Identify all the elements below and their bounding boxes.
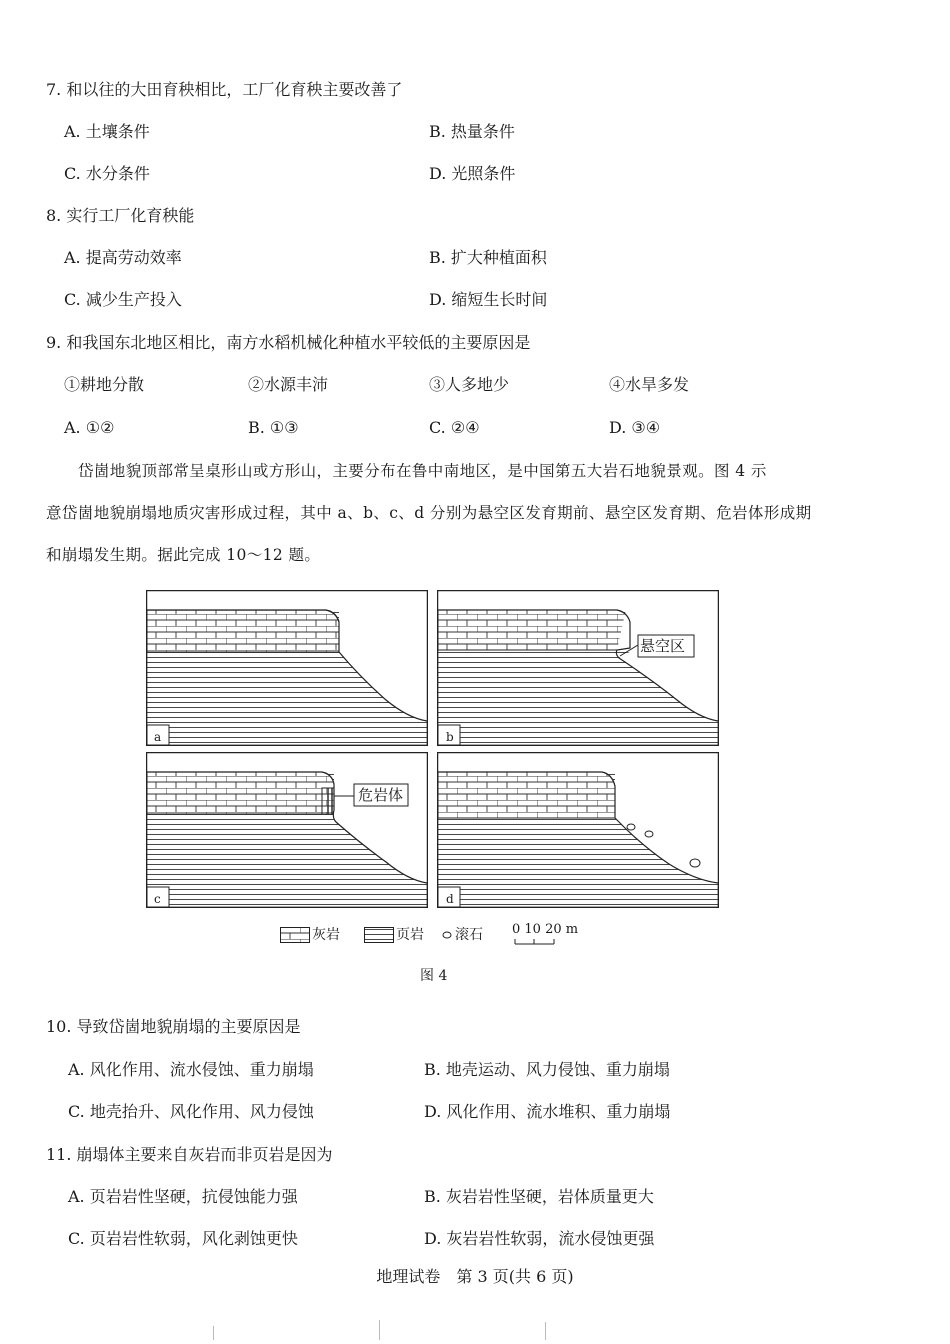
question-11-option-c[interactable]: C. 页岩岩性软弱，风化剥蚀更快 bbox=[68, 1229, 298, 1248]
question-9-stem: 9. 和我国东北地区相比，南方水稻机械化种植水平较低的主要原因是 bbox=[46, 333, 531, 352]
figure-panel-b bbox=[437, 590, 719, 746]
scan-speck bbox=[545, 1322, 546, 1340]
figure-caption: 图 4 bbox=[420, 968, 448, 984]
panel-d-label: d bbox=[446, 892, 454, 906]
question-10-option-c[interactable]: C. 地壳抬升、风化作用、风力侵蚀 bbox=[68, 1102, 314, 1121]
question-9-statement-4: ④水旱多发 bbox=[609, 375, 690, 394]
callout-hanging-zone: 悬空区 bbox=[640, 637, 686, 655]
question-9-statement-2: ②水源丰沛 bbox=[248, 375, 329, 394]
legend-limestone-swatch bbox=[280, 927, 310, 943]
scale-bar-label: 0 10 20 m bbox=[512, 922, 579, 937]
question-9-statement-1: ①耕地分散 bbox=[64, 375, 145, 394]
material-line-3: 和崩塌发生期。据此完成 10～12 题。 bbox=[46, 546, 321, 564]
question-9-statement-3: ③人多地少 bbox=[429, 375, 510, 394]
question-7-option-c[interactable]: C. 水分条件 bbox=[64, 164, 150, 183]
material-paragraph bbox=[46, 450, 836, 576]
question-9-option-a[interactable]: A. ①② bbox=[64, 418, 115, 437]
material-line-2: 意岱崮地貌崩塌地质灾害形成过程，其中 a、b、c、d 分别为悬空区发育期前、悬空区发育期、危岩体形成期 bbox=[46, 504, 812, 522]
figure-panel-d bbox=[437, 752, 719, 908]
panel-c-label: c bbox=[154, 892, 161, 906]
question-7-stem: 7. 和以往的大田育秧相比，工厂化育秧主要改善了 bbox=[46, 80, 403, 99]
legend-boulder-label: 滚石 bbox=[455, 927, 483, 943]
question-8-option-d[interactable]: D. 缩短生长时间 bbox=[429, 290, 548, 309]
question-10-option-a[interactable]: A. 风化作用、流水侵蚀、重力崩塌 bbox=[68, 1060, 314, 1079]
scan-speck bbox=[213, 1326, 214, 1340]
question-11-option-b[interactable]: B. 灰岩岩性坚硬，岩体质量更大 bbox=[424, 1187, 654, 1206]
panel-b-label: b bbox=[446, 730, 454, 744]
question-8-option-b[interactable]: B. 扩大种植面积 bbox=[429, 248, 547, 267]
question-11-option-d[interactable]: D. 灰岩岩性软弱，流水侵蚀更强 bbox=[424, 1229, 655, 1248]
figure-panel-a bbox=[146, 590, 428, 746]
question-9-option-b[interactable]: B. ①③ bbox=[248, 418, 299, 437]
question-7-option-d[interactable]: D. 光照条件 bbox=[429, 164, 516, 183]
question-7-option-a[interactable]: A. 土壤条件 bbox=[64, 122, 150, 141]
scan-speck bbox=[379, 1320, 380, 1340]
question-9-option-d[interactable]: D. ③④ bbox=[609, 418, 661, 437]
question-11-stem: 11. 崩塌体主要来自灰岩而非页岩是因为 bbox=[46, 1145, 333, 1164]
question-8-stem: 8. 实行工厂化育秧能 bbox=[46, 206, 195, 225]
legend-limestone-label: 灰岩 bbox=[312, 927, 340, 943]
panel-a-label: a bbox=[154, 730, 162, 744]
question-10-option-b[interactable]: B. 地壳运动、风力侵蚀、重力崩塌 bbox=[424, 1060, 670, 1079]
callout-dangerous-rock: 危岩体 bbox=[358, 786, 404, 804]
question-10-stem: 10. 导致岱崮地貌崩塌的主要原因是 bbox=[46, 1017, 301, 1036]
question-8-option-a[interactable]: A. 提高劳动效率 bbox=[64, 248, 182, 267]
question-9-option-c[interactable]: C. ②④ bbox=[429, 418, 480, 437]
question-8-option-c[interactable]: C. 减少生产投入 bbox=[64, 290, 182, 309]
material-line-1: 岱崮地貌顶部常呈桌形山或方形山，主要分布在鲁中南地区，是中国第五大岩石地貌景观。图 4 示 bbox=[78, 462, 767, 480]
question-11-option-a[interactable]: A. 页岩岩性坚硬，抗侵蚀能力强 bbox=[68, 1187, 298, 1206]
question-7-option-b[interactable]: B. 热量条件 bbox=[429, 122, 515, 141]
figure-panel-c bbox=[146, 752, 428, 908]
question-10-option-d[interactable]: D. 风化作用、流水堆积、重力崩塌 bbox=[424, 1102, 671, 1121]
page-footer: 地理试卷 第 3 页(共 6 页) bbox=[376, 1267, 574, 1286]
boulder-icon bbox=[441, 930, 453, 940]
legend-shale-swatch bbox=[364, 927, 394, 943]
scale-bar bbox=[514, 938, 556, 946]
legend-shale-label: 页岩 bbox=[396, 927, 424, 943]
